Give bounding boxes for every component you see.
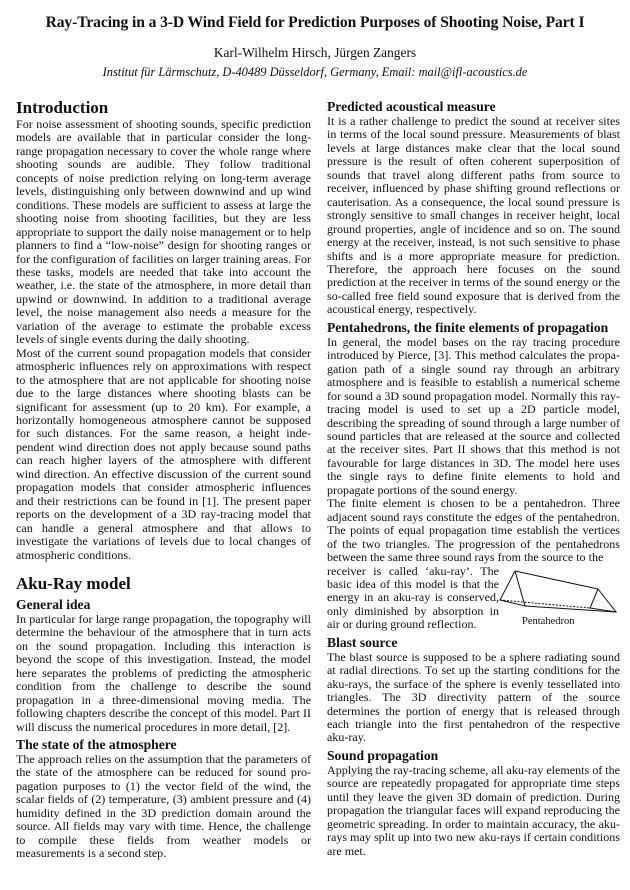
section-heading: Introduction (16, 98, 109, 117)
paragraph: Applying the ray-tracing scheme, all aku-ray elements of the source are repeatedly propagated for appropriate time steps until they leave the given 3D domain of prediction. During propagation the triangular faces will expand reproducing the geometric spreading. In order to maintain accuracy, the aku-rays may split up into two new aku-rays if certain conditions are met. (327, 762, 620, 858)
paragraph: In general, the model bases on the ray tracing procedure introduced by Pierce, [3]. This method calculates the propa-gation path of a single sound ray through an arbitrary atmosphere and is feasible to establish a numerical scheme for sound a 3D sound propagation model. Normally this ray-tracing model is used to set up a 2D particle model, describing the spreading of sound through a large number of sound particles that are released at the source and collected at the receiver sites. Part II shows that this method is not favourable for large distances in 3D. The model here uses the single rays to define finite elements to hold and propagate portions of the sound energy. (327, 334, 620, 497)
pentahedron-figure (498, 567, 620, 635)
paragraph: In particular for large range propagation, the topography will determine the behaviour of the atmosphere that in turn acts on the sound propagation. Including this interaction is beyond the scope of this investigation. Instead, the model here separates the problems of predicting the atmospheric condition from the challenge to describe the sound propagation in a three-dimensional moving media. The following chapters describe the concept of this model. Part II will discuss the numerical procedures in more detail, [2]. (16, 611, 311, 734)
section-pentahedrons (327, 319, 620, 632)
paragraph: Most of the current sound propagation models that consider atmospheric influences rely on approximations with respect to the atmosphere that are not applicable for shooting noise due to the large distances where shooting blasts can be significant for assessment (up to 20 km). For example, a horizontally homogeneous atmosphere cannot be supposed for such distances. For the same reason, a height inde-pendent wind direction does not apply because sound paths can reach higher layers of the atmosphere with different wind direction. An effective discussion of the current sound propagation models that consider atmospheric influences and their restrictions can be found in [1]. The present paper reports on the development of a 3D ray-tracing model that can handle a general atmosphere and that allows to investigate the variations of levels due to local changes of atmospheric conditions. (16, 345, 311, 562)
pentahedron-icon (498, 567, 620, 615)
subsection-heading: Predicted acoustical measure (327, 99, 496, 114)
paragraph: The blast source is supposed to be a sphere radiating sound at radial directions. To set up the starting conditions for the aku-rays, the surface of the sphere is evenly tessellated into triangles. The 3D directivity pattern of the source determines the portion of energy that is released through each triangle into the first pentahedron of the respective aku-ray. (327, 649, 620, 745)
paper-authors: Karl-Wilhelm Hirsch, Jürgen Zangers (213, 45, 417, 60)
paragraph: For noise assessment of shooting sounds, specific prediction models are available that in particular consider the long-range propagation necessary to cover the whole range where shooting sounds are audible. They follow traditional concepts of noise prediction relying on long-term average levels, distinguishing only between downwind and up wind conditions. These models are sufficient to assess at large the shooting noise from shooting facilities, but they are less appropriate to support the daily noise management or to help planners to find a “low-noise” design for shooting ranges or for the configuration of facilities on larger training areas. For these tasks, models are needed that take into account the weather, i.e. the state of the atmosphere, in more detail than upwind or downwind. In addition to a traditional average level, the noise management also needs a measure for the variation of the average to estimate the probable excess levels of single events during the daily shooting. (16, 117, 311, 347)
section-heading: Aku-Ray model (16, 573, 131, 593)
paper-affiliation: Institut für Lärmschutz, D-40489 Düsseldorf, Germany, Email: mail@ifl-acoustics.de (102, 65, 528, 79)
section-introduction (16, 98, 311, 562)
figure-block (327, 565, 620, 632)
subsection-heading: Pentahedrons, the finite elements of propagation (327, 319, 609, 335)
section-sound-propagation (327, 747, 620, 858)
subsection-heading: Blast source (327, 634, 398, 650)
section-blast-source (327, 634, 620, 745)
paper-title: Ray-Tracing in a 3-D Wind Field for Prediction Purposes of Shooting Noise, Part I (45, 14, 585, 31)
paragraph: The finite element is chosen to be a pentahedron. Three adjacent sound rays constitute the edges of the pentahedron. The points of equal propagation time establish the vertices of the two triangles. The progression of the pentahedrons between the same three sound rays from the source to the (327, 496, 620, 565)
right-column (327, 98, 620, 858)
paragraph: receiver is called ‘aku-ray’. The basic idea of this model is that the energy in an aku-ray is conserved, only diminished by absorption in air or during ground reflection. (327, 563, 499, 632)
paragraph: It is a rather challenge to predict the sound at receiver sites in terms of the local sound pressure. Measurements of blast levels at large distances make clear that the local sound pressure is the result of often coherent superposition of sounds that travel along different paths from source to receiver, influenced by phase shifting ground reflections or cauterisation. As a consequence, the local sound pressure is strongly sensitive to small changes in receiver height, local ground properties, angle of incidence and so on. The sound energy at the receiver, instead, is not such sensitive to phase shifts and is a more appropriate measure for prediction. Therefore, the approach here focuses on the sound prediction at the receiver in terms of the sound energy or the so-called free field sound exposure that is derived from the acoustical energy, respectively. (327, 114, 620, 317)
subsection-heading: Sound propagation (327, 747, 439, 763)
subsection-heading: The state of the atmosphere (16, 737, 177, 753)
paragraph: The approach relies on the assumption that the parameters of the state of the atmosphere can be reduced for sound pro-pagation purposes to (1) the vector field of the wind, the scalar fields of (2) temperature, (3) ambient pressure and (4) humidity defined in the 3D prediction domain around the source. All fields may vary with time. Hence, the challenge to compile these fields from weather models or measurements is a second step. (16, 752, 311, 861)
section-predicted-acoustical-measure (327, 98, 620, 317)
figure-caption: Pentahedron (522, 615, 575, 627)
left-column (16, 98, 311, 861)
subsection-heading: General idea (16, 596, 91, 612)
section-aku-ray-model (16, 574, 311, 861)
